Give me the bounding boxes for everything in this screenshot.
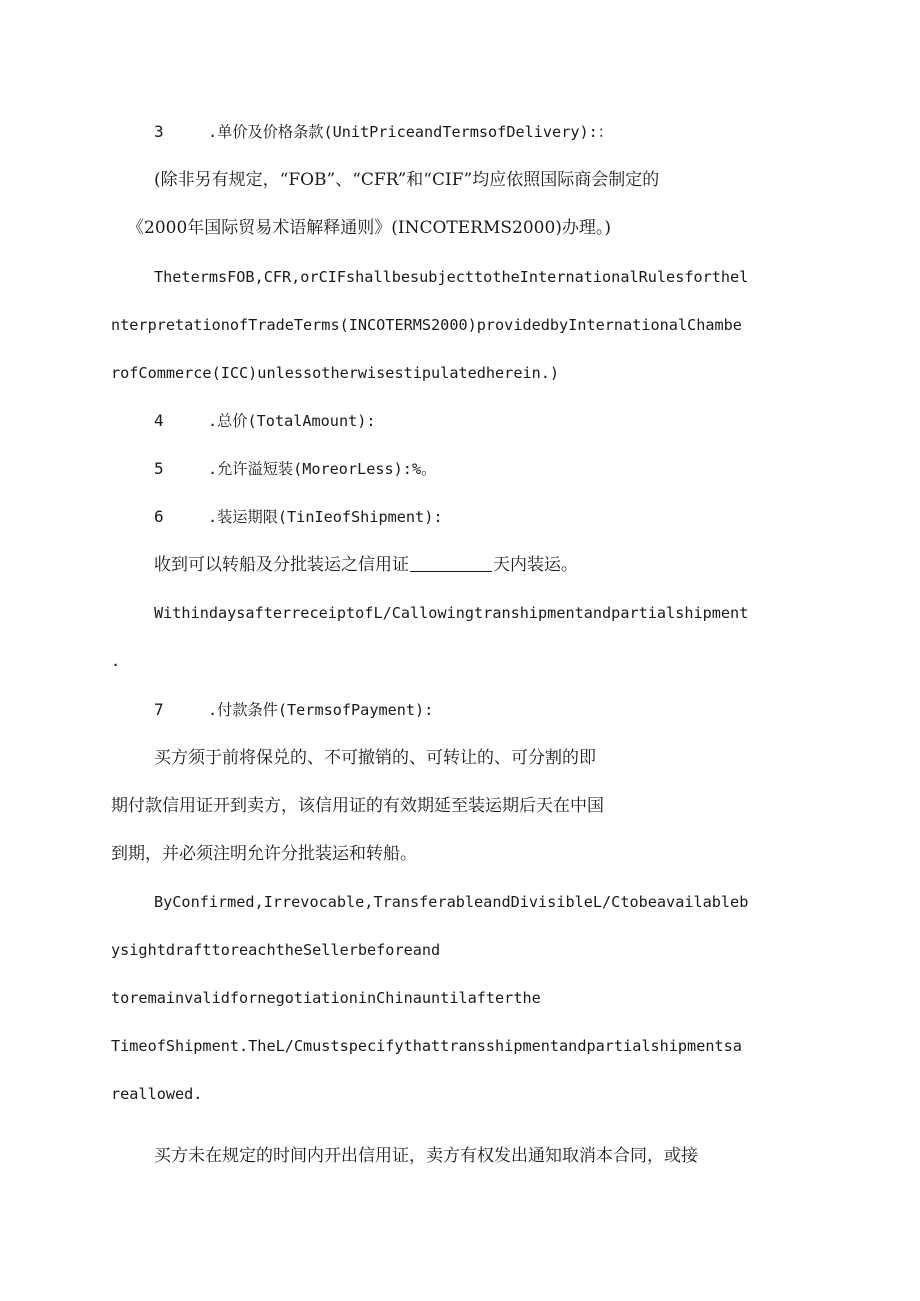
item-3-number: 3 xyxy=(154,122,164,141)
item-5-heading xyxy=(154,457,436,481)
item-6-cn-line xyxy=(154,553,578,577)
item-7-en-line-3: toremainvalidfornegotiationinChinauntilafterthe xyxy=(111,989,541,1007)
item-3-en-line-1: ThetermsFOB,CFR,orCIFshallbesubjecttotheInternationalRulesforthel xyxy=(154,268,749,286)
item-7-en-line-2: ysightdrafttoreachtheSellerbeforeand xyxy=(111,941,441,959)
item-6-en-line-1: WithindaysafterreceiptofL/Callowingtranshipmentandpartialshipment xyxy=(154,604,749,622)
item-7-en-line-4: TimeofShipment.TheL/Cmustspecifythattransshipmentandpartialshipmentsa xyxy=(111,1037,742,1055)
item-5-number: 5 xyxy=(154,459,164,478)
item-7-title: .付款条件(TermsofPayment): xyxy=(208,701,434,719)
item-7-en-line-5: reallowed. xyxy=(111,1085,203,1103)
item-6-heading xyxy=(154,505,442,529)
item-7-cn-line-4: 买方未在规定的时间内开出信用证，卖方有权发出通知取消本合同，或接 xyxy=(154,1146,698,1166)
item-6-title: .装运期限(TinIeofShipment): xyxy=(208,508,443,526)
item-6-en-line-2: . xyxy=(111,652,121,670)
item-6-number: 6 xyxy=(154,507,164,526)
item-4-heading xyxy=(154,409,376,433)
item-4-number: 4 xyxy=(154,411,164,430)
item-3-cn-note-line-1: (除非另有规定，“FOB”、“CFR”和“CIF”均应依照国际商会制定的 xyxy=(154,170,660,190)
item-6-cn-after-blank: 天内装运。 xyxy=(493,555,578,575)
item-3-title: .单价及价格条款(UnitPriceandTermsofDelivery):： xyxy=(208,123,613,141)
item-3-en-line-2: nterpretationofTradeTerms(INCOTERMS2000)providedbyInternationalChambe xyxy=(111,316,742,334)
item-7-number: 7 xyxy=(154,700,164,719)
item-3-heading xyxy=(154,120,613,144)
item-7-en-line-1: ByConfirmed,Irrevocable,TransferableandDivisibleL/Ctobeavailableb xyxy=(154,893,749,911)
item-7-cn-line-3: 到期，并必须注明允许分批装运和转船。 xyxy=(111,844,417,864)
item-3-en-line-3: rofCommerce(ICC)unlessotherwisestipulatedherein.) xyxy=(111,364,560,382)
days-blank-field xyxy=(410,554,492,572)
item-5-title: .允许溢短装(MoreorLess):%。 xyxy=(208,460,437,478)
item-7-cn-line-1: 买方须于前将保兑的、不可撤销的、可转让的、可分割的即 xyxy=(154,748,596,768)
item-7-cn-line-2: 期付款信用证开到卖方，该信用证的有效期延至装运期后天在中国 xyxy=(111,796,604,816)
item-7-heading xyxy=(154,698,433,722)
item-4-title: .总价(TotalAmount): xyxy=(208,412,376,430)
item-3-cn-note-line-2: 《2000年国际贸易术语解释通则》(INCOTERMS2000)办理。) xyxy=(127,218,612,238)
item-6-cn-before-blank: 收到可以转船及分批装运之信用证 xyxy=(154,555,409,575)
